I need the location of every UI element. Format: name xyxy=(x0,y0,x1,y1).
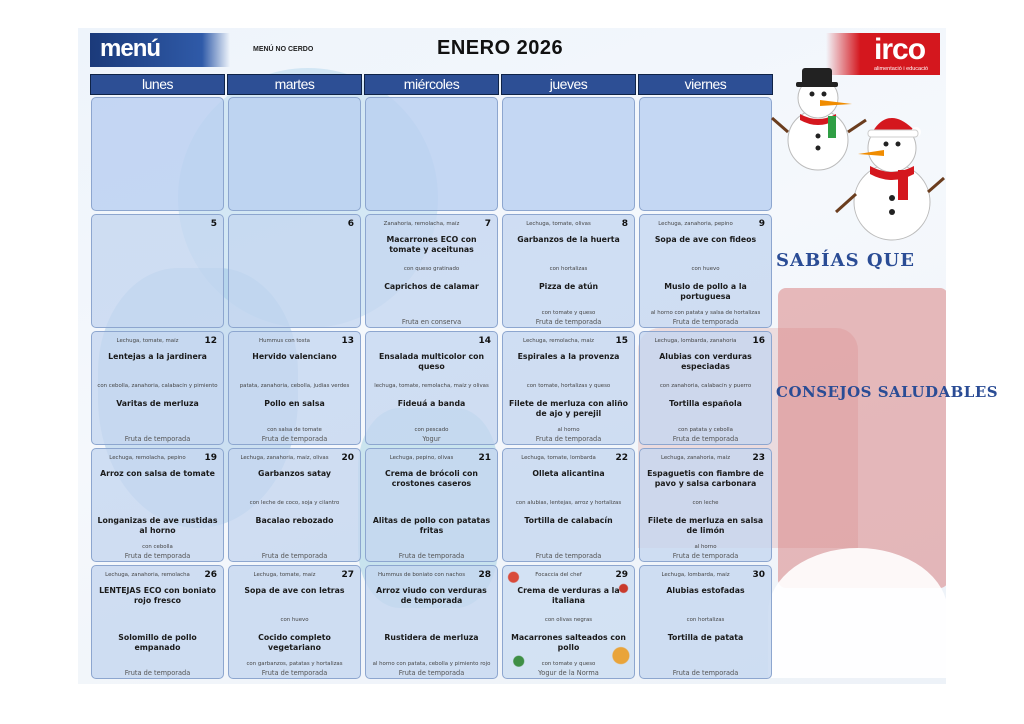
second-course: Pizza de atún xyxy=(538,282,599,291)
first-course: Alubias estofadas xyxy=(666,586,745,595)
second-course: Bacalao rebozado xyxy=(255,516,334,525)
day-cell xyxy=(228,448,361,562)
first-course-detail: con huevo xyxy=(280,617,309,623)
dessert-text: Fruta de temporada xyxy=(535,318,602,326)
starter-text: Lechuga, pepino, olivas xyxy=(389,455,454,461)
dessert-text: Fruta de temporada xyxy=(261,435,328,443)
day-number: 6 xyxy=(347,219,354,229)
day-cell xyxy=(502,448,635,562)
second-course: Filete de merluza en salsa de limón xyxy=(647,516,764,535)
second-course: Varitas de merluza xyxy=(116,399,199,408)
day-cell xyxy=(91,448,224,562)
day-header-4: viernes xyxy=(638,74,773,95)
day-cell xyxy=(639,331,772,445)
second-course: Tortilla de calabacín xyxy=(524,516,613,525)
first-course-detail: con leche de coco, soja y cilantro xyxy=(249,500,340,506)
day-cell xyxy=(639,448,772,562)
second-course: Cocido completo vegetariano xyxy=(258,633,331,652)
menu-logo: menú xyxy=(90,33,230,67)
starter-text: Lechuga, zanahoria, maíz, olivas xyxy=(240,455,329,461)
day-cell xyxy=(91,565,224,679)
second-course-detail: con patata y cebolla xyxy=(678,427,733,433)
starter-text: Hummus de boniato con nachos xyxy=(377,572,466,578)
second-course: Alitas de pollo con patatas fritas xyxy=(372,516,491,535)
first-course: Sopa de ave con letras xyxy=(244,586,345,595)
day-cell xyxy=(91,331,224,445)
day-cell xyxy=(228,565,361,679)
starter-text: Lechuga, tomate, olivas xyxy=(526,221,591,227)
dessert-text: Fruta de temporada xyxy=(398,669,465,677)
starter-text: Lechuga, lombarda, maíz xyxy=(661,572,730,578)
dessert-text: Fruta de temporada xyxy=(672,552,739,560)
dessert-text: Fruta de temporada xyxy=(672,669,739,677)
first-course: Macarrones ECO con tomate y aceitunas xyxy=(386,235,477,254)
dessert-text: Fruta de temporada xyxy=(124,435,191,443)
day-number: 19 xyxy=(204,453,217,463)
day-number: 21 xyxy=(478,453,491,463)
starter-text: Lechuga, zanahoria, pepino xyxy=(658,221,733,227)
first-course-detail: con hortalizas xyxy=(549,266,588,272)
first-course: Espirales a la provenza xyxy=(517,352,620,361)
second-course-detail: con pescado xyxy=(414,427,449,433)
first-course: Garbanzos de la huerta xyxy=(517,235,620,244)
brand-name: irco xyxy=(874,33,926,66)
first-course-detail: con cebolla, zanahoria, calabacín y pimiento xyxy=(97,383,218,389)
dessert-text: Fruta de temporada xyxy=(398,552,465,560)
starter-text: Zanahoria, remolacha, maíz xyxy=(383,221,460,227)
day-header-0: lunes xyxy=(90,74,225,95)
first-course: Garbanzos satay xyxy=(258,469,331,478)
page-title: ENERO 2026 xyxy=(437,37,564,59)
day-number: 27 xyxy=(341,570,354,580)
second-course: Rustidera de merluza xyxy=(384,633,479,642)
second-course: Longanizas de ave rustidas al horno xyxy=(97,516,218,535)
starter-text: Lechuga, zanahoria, remolacha xyxy=(105,572,190,578)
day-cell xyxy=(228,214,361,328)
second-course-detail: con salsa de tomate xyxy=(267,427,322,433)
day-number: 9 xyxy=(758,219,765,229)
first-course-detail: con queso gratinado xyxy=(403,266,460,272)
starter-text: Lechuga, tomate, lombarda xyxy=(521,455,596,461)
second-course: Caprichos de calamar xyxy=(384,282,479,291)
second-course-detail: con tomate y queso xyxy=(541,310,596,316)
day-number: 30 xyxy=(752,570,765,580)
second-course: Filete de merluza con aliño de ajo y perejil xyxy=(508,399,629,418)
dessert-text: Fruta de temporada xyxy=(261,552,328,560)
first-course-detail: con alubias, lentejas, arroz y hortalizas xyxy=(515,500,622,506)
day-number: 14 xyxy=(478,336,491,346)
day-number: 23 xyxy=(752,453,765,463)
first-course: Lentejas a la jardinera xyxy=(108,352,207,361)
second-course: Pollo en salsa xyxy=(264,399,325,408)
dessert-text: Fruta de temporada xyxy=(124,552,191,560)
first-course: Sopa de ave con fideos xyxy=(654,235,757,244)
first-course-detail: con tomate, hortalizas y queso xyxy=(526,383,611,389)
day-number: 7 xyxy=(484,219,491,229)
day-number: 22 xyxy=(615,453,628,463)
day-cell xyxy=(365,448,498,562)
second-course: Tortilla de patata xyxy=(667,633,744,642)
day-header-1: martes xyxy=(227,74,362,95)
consejos-saludables-heading: CONSEJOS SALUDABLES xyxy=(776,383,999,401)
starter-text: Lechuga, lombarda, zanahoria xyxy=(654,338,737,344)
first-course: Ensalada multicolor con queso xyxy=(378,352,485,371)
day-number: 29 xyxy=(615,570,628,580)
first-course-detail: lechuga, tomate, remolacha, maíz y olivas xyxy=(374,383,489,389)
first-course: Arroz viudo con verduras de temporada xyxy=(376,586,487,605)
second-course-detail: al horno con patata y salsa de hortalizas xyxy=(650,310,761,316)
second-course-detail: al horno xyxy=(694,544,717,550)
starter-text: Lechuga, remolacha, pepino xyxy=(109,455,186,461)
day-cell xyxy=(365,97,498,211)
day-cell xyxy=(502,331,635,445)
dessert-text: Fruta de temporada xyxy=(672,318,739,326)
day-header-2: miércoles xyxy=(364,74,499,95)
dessert-text: Fruta de temporada xyxy=(672,435,739,443)
starter-text: Lechuga, tomate, maíz xyxy=(116,338,179,344)
second-course: Fideuá a banda xyxy=(397,399,466,408)
second-course: Muslo de pollo a la portuguesa xyxy=(664,282,747,301)
day-number: 20 xyxy=(341,453,354,463)
second-course: Macarrones salteados con pollo xyxy=(511,633,626,652)
day-cell xyxy=(639,565,772,679)
day-cell xyxy=(639,214,772,328)
first-course-detail: patata, zanahoria, cebolla, judías verdes xyxy=(239,383,350,389)
day-header-3: jueves xyxy=(501,74,636,95)
day-cell xyxy=(365,214,498,328)
first-course-detail: con hortalizas xyxy=(686,617,725,623)
dessert-text: Fruta de temporada xyxy=(535,552,602,560)
second-course: Tortilla española xyxy=(669,399,742,408)
starter-text: Lechuga, tomate, maíz xyxy=(253,572,316,578)
day-number: 12 xyxy=(204,336,217,346)
day-number: 8 xyxy=(621,219,628,229)
starter-text: Lechuga, remolacha, maíz xyxy=(523,338,594,344)
day-cell xyxy=(365,331,498,445)
day-cell xyxy=(91,214,224,328)
first-course: Alubias con verduras especiadas xyxy=(659,352,752,371)
second-course-detail: con tomate y queso xyxy=(541,661,596,667)
first-course: Crema de brócoli con crostones caseros xyxy=(385,469,478,488)
starter-text: Hummus con tosta xyxy=(259,338,310,344)
second-course-detail: al horno con patata, cebolla y pimiento rojo xyxy=(372,661,491,667)
day-cell xyxy=(228,97,361,211)
second-course: Solomillo de pollo empanado xyxy=(118,633,197,652)
day-number: 5 xyxy=(210,219,217,229)
dessert-text: Yogur de la Norma xyxy=(538,669,599,677)
second-course-detail: con garbanzos, patatas y hortalizas xyxy=(246,661,343,667)
brand-tagline: alimentació i educació xyxy=(874,66,929,72)
day-cell xyxy=(502,565,635,679)
first-course: Olleta alicantina xyxy=(532,469,605,478)
first-course: Arroz con salsa de tomate xyxy=(100,469,215,478)
day-number: 13 xyxy=(341,336,354,346)
starter-text: Lechuga, zanahoria, maíz xyxy=(660,455,731,461)
first-course: Crema de verduras a la italiana xyxy=(517,586,620,605)
background-snow-decoration xyxy=(768,548,946,678)
day-number: 15 xyxy=(615,336,628,346)
dessert-text: Fruta de temporada xyxy=(535,435,602,443)
day-number: 26 xyxy=(204,570,217,580)
dessert-text: Fruta de temporada xyxy=(124,669,191,677)
first-course-detail: con huevo xyxy=(691,266,720,272)
starter-text: Focaccia del chef xyxy=(535,572,582,578)
first-course-detail: con leche xyxy=(692,500,719,506)
first-course-detail: con olivas negras xyxy=(544,617,593,623)
day-cell xyxy=(502,97,635,211)
dessert-text: Yogur xyxy=(422,435,441,443)
first-course-detail: con zanahoria, calabacín y puerro xyxy=(659,383,752,389)
day-cell xyxy=(639,97,772,211)
second-course-detail: con cebolla xyxy=(142,544,173,550)
day-number: 28 xyxy=(478,570,491,580)
snowmen-icon xyxy=(770,62,946,252)
first-course: Espaguetis con fiambre de pavo y salsa carbonara xyxy=(647,469,764,488)
day-cell xyxy=(502,214,635,328)
day-cell xyxy=(91,97,224,211)
first-course: LENTEJAS ECO con boniato rojo fresco xyxy=(99,586,216,605)
day-cell xyxy=(228,331,361,445)
menu-type-label: MENÚ NO CERDO xyxy=(253,46,314,53)
background-house-decoration xyxy=(778,288,946,588)
day-number: 16 xyxy=(752,336,765,346)
dessert-text: Fruta de temporada xyxy=(261,669,328,677)
dessert-text: Fruta en conserva xyxy=(401,318,462,326)
sabias-que-heading: SABÍAS QUE xyxy=(776,250,915,271)
day-cell xyxy=(365,565,498,679)
second-course-detail: al horno xyxy=(557,427,580,433)
first-course: Hervido valenciano xyxy=(252,352,337,361)
